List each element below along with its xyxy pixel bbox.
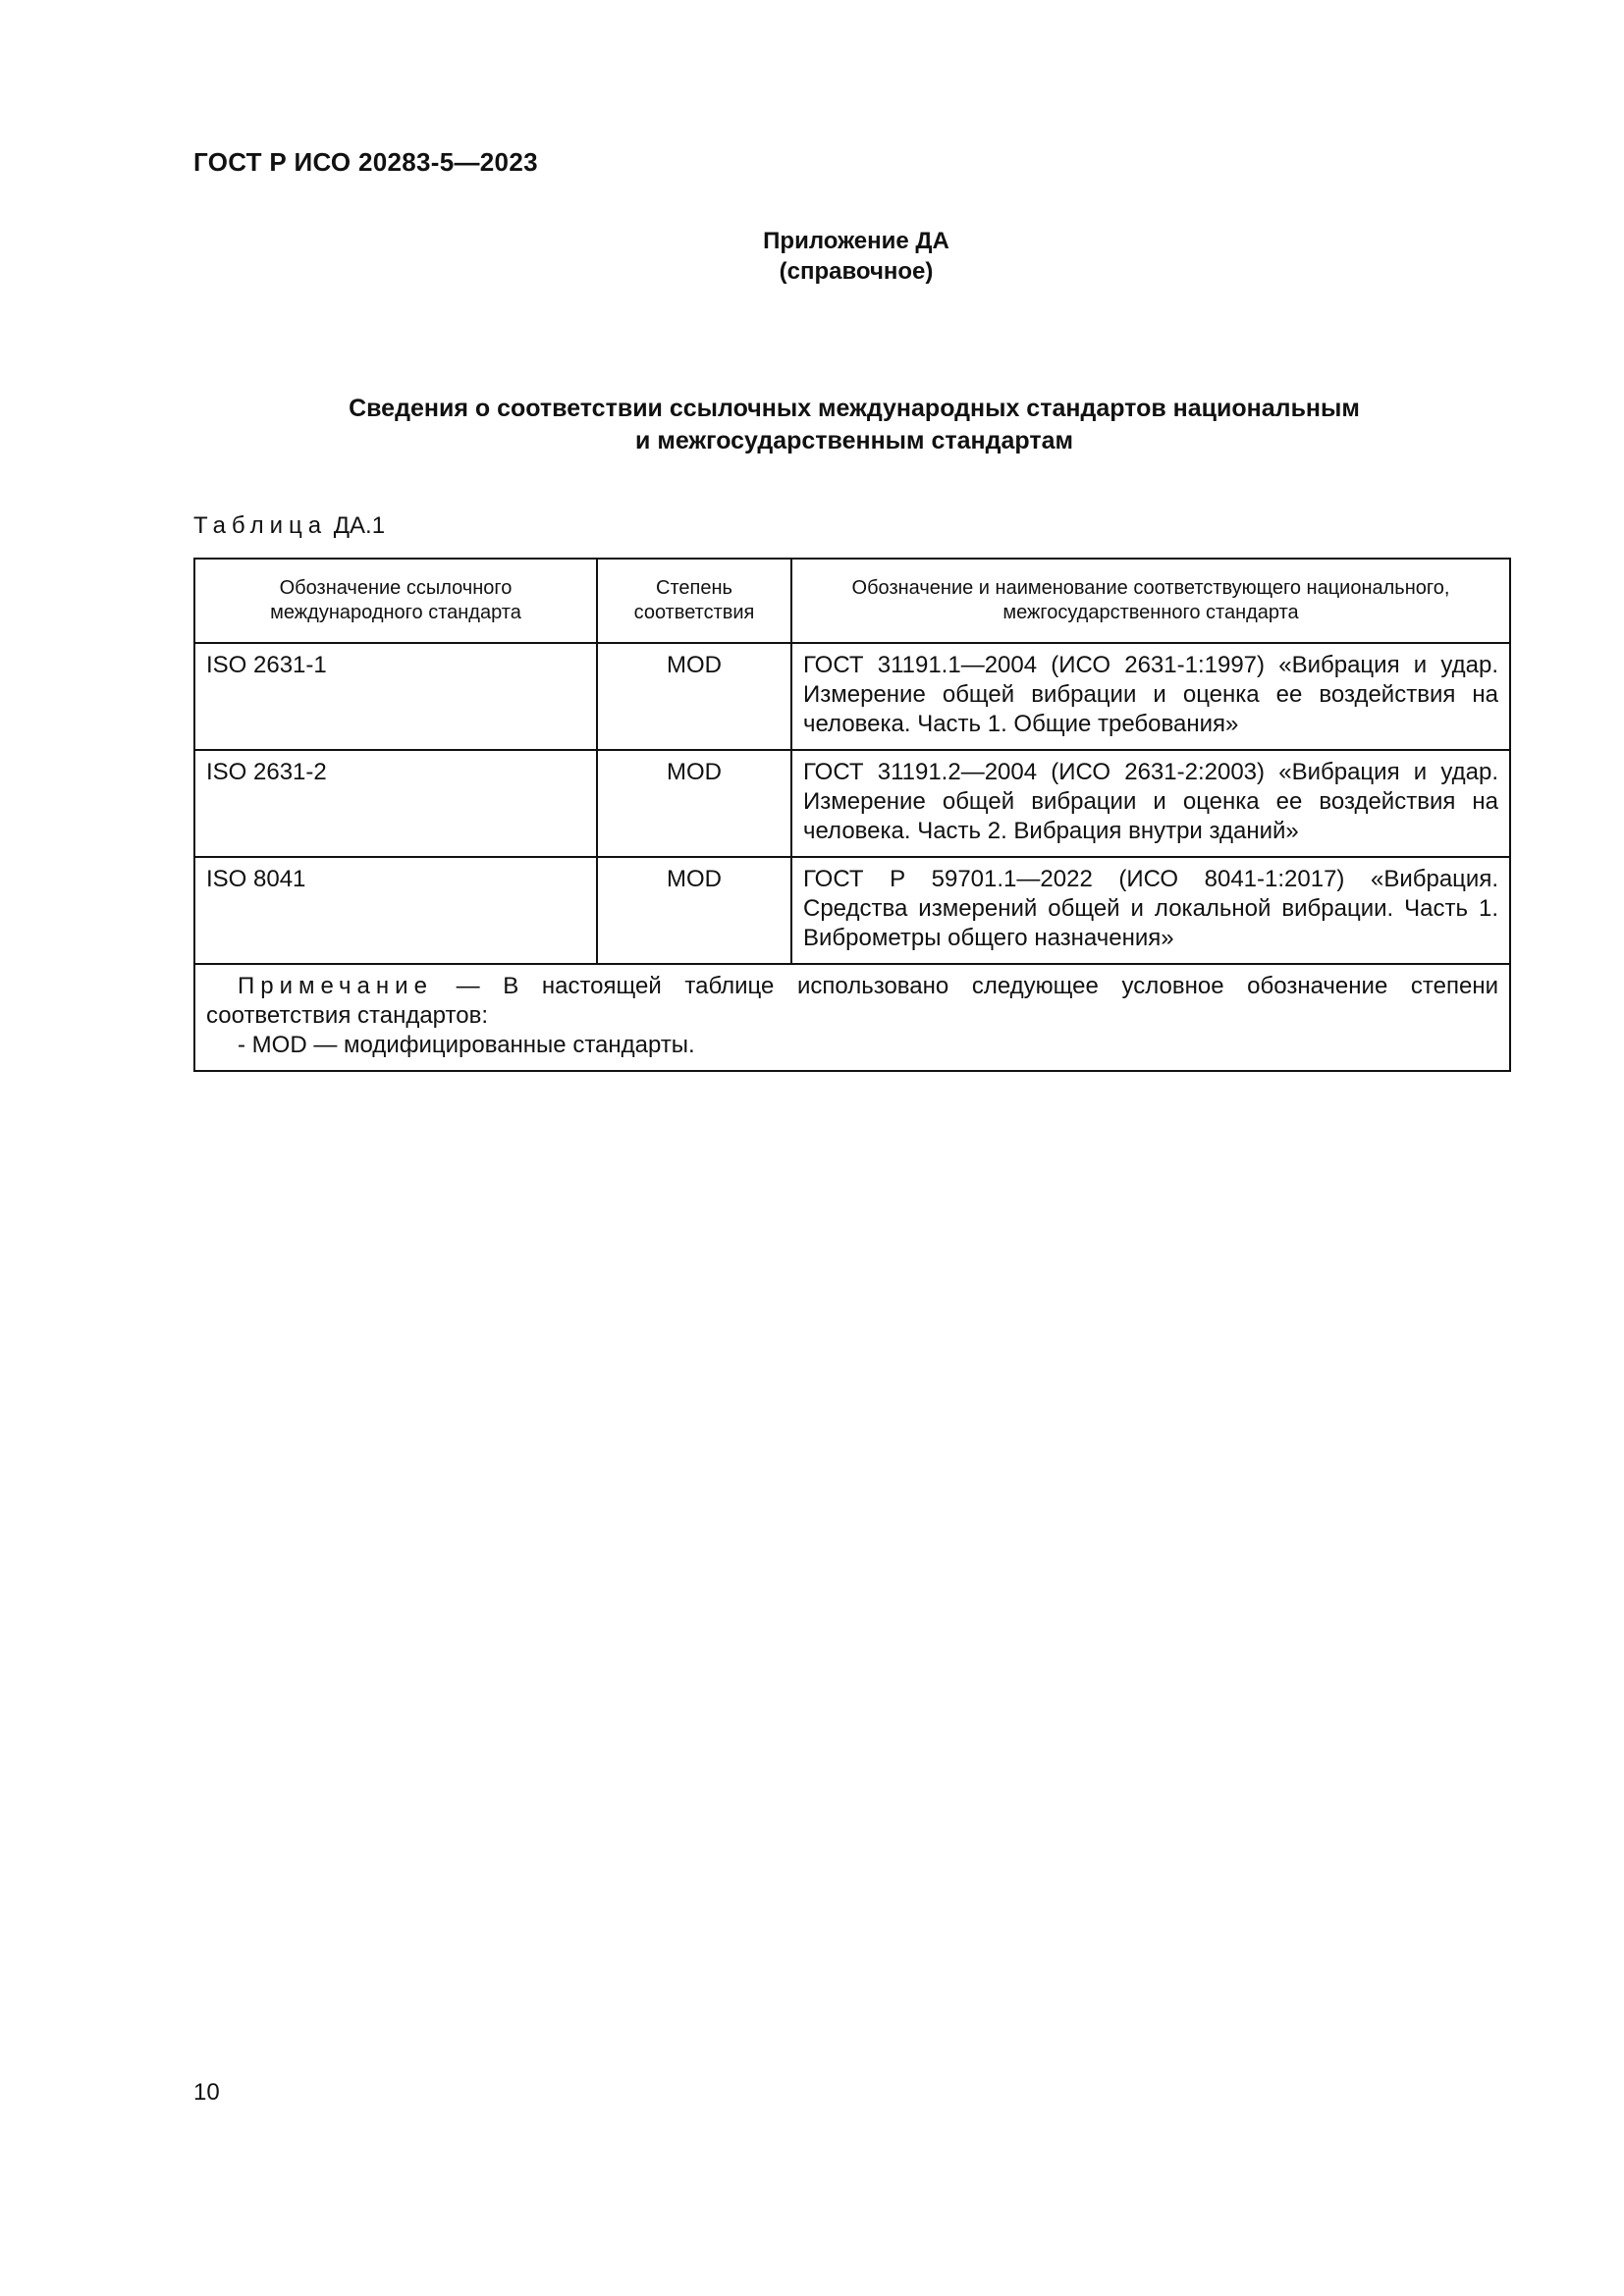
table-row: [194, 750, 1510, 857]
page-number: 10: [193, 2079, 220, 2106]
note-item: - MOD — модифицированные стандарты.: [238, 1032, 695, 1058]
section-title: [236, 393, 1473, 457]
cell-name: ГОСТ Р 59701.1—2022 (ИСО 8041-1:2017) «Вибрация. Средства измерений общей и локальной вибрации. Часть 1. Виброметры общего назначения»: [791, 857, 1510, 964]
section-title-line-2: и межгосударственным стандартам: [635, 427, 1073, 454]
table-row: [194, 857, 1510, 964]
cell-name: ГОСТ 31191.2—2004 (ИСО 2631-2:2003) «Вибрация и удар. Измерение общей вибрации и оценка ее воздействия на человека. Часть 2. Вибрация внутри зданий»: [791, 750, 1510, 857]
document-code-header: ГОСТ Р ИСО 20283-5—2023: [193, 147, 538, 177]
note-label: Примечание: [238, 973, 433, 999]
table-header-row: [194, 559, 1510, 643]
cell-degree: MOD: [597, 857, 791, 964]
table-note-row: [194, 964, 1510, 1071]
table-row: [194, 643, 1510, 750]
note-text: — В настоящей таблице использовано следующее условное обозначение степени соответствия стандартов:: [206, 973, 1498, 1029]
appendix-subtitle: (справочное): [779, 258, 934, 285]
column-header-name: Обозначение и наименование соответствующего национального, межгосударственного стандарта: [791, 559, 1510, 643]
table-note: [194, 964, 1510, 1071]
column-header-code: Обозначение ссылочного международного стандарта: [194, 559, 597, 643]
note-text-block: [206, 972, 1498, 1031]
appendix-title: Приложение ДА: [763, 228, 949, 254]
cell-degree: MOD: [597, 643, 791, 750]
cell-code: ISO 2631-1: [194, 643, 597, 750]
table-caption: [193, 512, 385, 540]
cell-code: ISO 8041: [194, 857, 597, 964]
cell-degree: MOD: [597, 750, 791, 857]
section-title-line-1: Сведения о соответствии ссылочных международных стандартов национальным: [349, 395, 1360, 422]
table-caption-label: Таблица: [193, 512, 328, 539]
cell-code: ISO 2631-2: [194, 750, 597, 857]
table-caption-number: ДА.1: [333, 512, 386, 539]
column-header-degree: Степень соответствия: [597, 559, 791, 643]
correspondence-table: [193, 558, 1511, 1072]
cell-name: ГОСТ 31191.1—2004 (ИСО 2631-1:1997) «Вибрация и удар. Измерение общей вибрации и оценка ее воздействия на человека. Часть 1. Общие требования»: [791, 643, 1510, 750]
appendix-heading: [0, 226, 1624, 287]
